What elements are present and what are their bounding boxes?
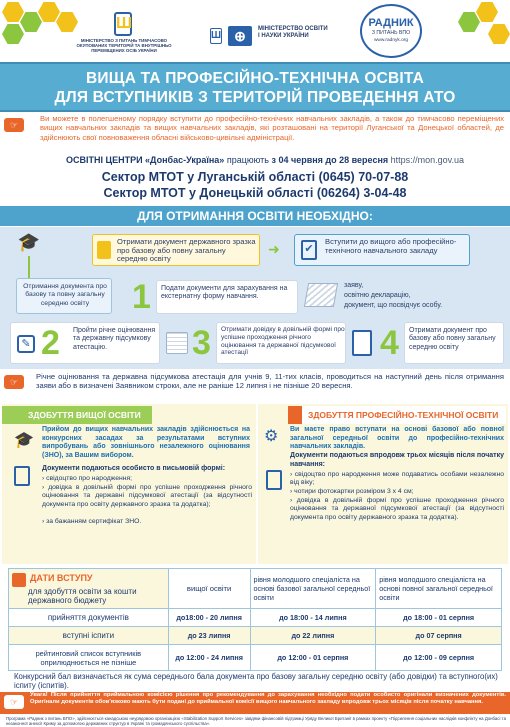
student-desk-icon: ✎ [17, 335, 35, 353]
table-header-row [9, 569, 502, 609]
higher-p2: Документи подаються особисто в письмовій формі: [42, 465, 226, 472]
left-label-text: Отримання документа про базову та повну загальну середню освіту [23, 283, 107, 307]
arrow-right-icon: ➜ [268, 241, 280, 257]
documents-stack-icon [304, 283, 338, 307]
higher-item1: › свідоцтво про народження; [42, 475, 133, 482]
table-cell: до 12:00 - 01 серпня [250, 645, 376, 671]
radnyk-title: РАДНИК [368, 17, 414, 29]
intro-text: Ви можете в полегшеному порядку вступити до професійно-технічних навчальних закладів, а також до тимчасово переміщених вищих навчальних закладів та вищих навчальних закладів, які розташовані на території Луганської та Донецької областей, де здійснюють свої повноваження обласні військово-цивільні адміністрації. [40, 114, 504, 142]
higher-item3: › за бажанням сертифікат ЗНО. [42, 518, 142, 525]
hexagon-decoration [2, 2, 24, 22]
vocational-p2: Документи подаються впродовж трьох місяців після початку навчання: [290, 452, 504, 468]
table-cell: до 12:00 - 24 липня [168, 645, 250, 671]
pen-paper-icon [166, 332, 188, 354]
vocational-item3: › довідка в довільній формі про успішне проходження річного оцінювання та державної підсумкової атестації (за відсутності документа про освіту державного зразка та додатка). [290, 497, 504, 521]
step-get-document-card [92, 234, 260, 266]
table-row [9, 627, 502, 645]
table-cell: до18:00 - 20 липня [168, 609, 250, 627]
gear-icon: ⚙ [264, 428, 279, 445]
contest-text: Конкурсний бал визначається як сума середнього бала документа про базову загальну середню освіту (або довідки) та вступного(их) іспиту (іспитів). [14, 672, 498, 691]
step2-card [10, 322, 160, 364]
table-header-cell [9, 569, 169, 609]
table-cell: до 23 липня [168, 627, 250, 645]
hexagon-decoration [20, 12, 42, 32]
mon-logo-icon: ⊕ [228, 26, 252, 46]
step-enter-card [294, 234, 470, 266]
calendar-icon [12, 573, 26, 587]
hexagon-decoration [38, 2, 60, 22]
hexagon-decoration [458, 12, 480, 32]
checklist-icon: ✔ [301, 240, 317, 260]
ukraine-trident-icon: Ш [114, 12, 132, 36]
needed-banner: ДЛЯ ОТРИМАННЯ ОСВІТИ НЕОБХІДНО: [0, 206, 510, 226]
education-centers-line [66, 155, 506, 165]
higher-item2: › довідка в довільній формі про успішне проходження річного оцінювання та державні підсумкової атестації (за відсутності документа про освіту державного зразка та додатка); [42, 484, 252, 508]
ukraine-trident-icon: Ш [210, 28, 222, 44]
table-cell: до 12:00 - 09 серпня [376, 645, 502, 671]
table-cell: до 22 липня [250, 627, 376, 645]
hexagon-decoration [2, 24, 24, 44]
row-label: рейтинговий список вступників оприлюднюється не пізніше [9, 645, 169, 671]
step3-card [216, 322, 346, 364]
higher-education-title: ЗДОБУТТЯ ВИЩОЇ ОСВІТИ [2, 406, 152, 424]
ministry-education-name: МІНІСТЕРСТВО ОСВІТИ І НАУКИ УКРАЇНИ [258, 26, 328, 39]
enter-text: Вступити до вищого або професійно-технічного навчального закладу [325, 237, 457, 255]
certificate-icon [97, 241, 111, 259]
hexagon-decoration [476, 2, 498, 22]
pointing-hand-icon: ☞ [4, 118, 24, 132]
document-icon [14, 466, 30, 486]
step-number-2: 2 [41, 324, 60, 362]
step-number-3: 3 [192, 324, 211, 362]
step1-text: Подати документи для зарахування на екстернатну форму навчання. [161, 285, 288, 301]
hexagon-decoration [56, 12, 78, 32]
pointing-hand-icon: ☞ [4, 375, 24, 389]
centers-work: працюють [224, 155, 272, 165]
row-label: прийняття документів [9, 609, 169, 627]
admission-dates-table [8, 568, 502, 671]
grad-cap-icon: 🎓 [17, 232, 41, 252]
centers-dates: з 04 червня до 28 вересня [271, 155, 389, 165]
page-title-line1: ВИЩА ТА ПРОФЕСІЙНО-ТЕХНІЧНА ОСВІТА [85, 70, 425, 87]
get-document-text: Отримати документ державного зразка про базову або повну загальну середню освіту [117, 237, 256, 264]
table-row [9, 609, 502, 627]
title-banner [0, 62, 510, 112]
step2-text: Пройти річне оцінювання та державну підсумкову атестацію. [73, 327, 156, 351]
radnyk-subtitle: З ПИТАНЬ ВПО [371, 30, 411, 36]
col-higher-header: вищої освіти [168, 569, 250, 609]
document-icon [266, 470, 282, 490]
table-cell: до 07 серпня [376, 627, 502, 645]
col-junior-basic-header: рівня молодшого спеціаліста на основі базової загальної середньої освіти [250, 569, 376, 609]
higher-p1: Прийом до вищих навчальних закладів здійснюється на конкурсних засадах за результатами вступних випробувань або зовнішнього незалежного оцінювання (ЗНО), за Вашим вибором. [42, 426, 250, 459]
sector-luhansk: Сектор МТОТ у Луганській області (0645) 70-07-88 [101, 170, 409, 184]
table-cell: до 18:00 - 01 серпня [376, 609, 502, 627]
col-junior-full-header: рівня молодшого спеціаліста на основі повної загальної середньої освіти [376, 569, 502, 609]
step4-card [404, 322, 504, 364]
step1-card [156, 280, 298, 314]
row-label: вступні іспити [9, 627, 169, 645]
diploma-icon [352, 330, 372, 356]
step1-list: заяву, освітню декларацію, документ, що посвідчує особу. [344, 282, 443, 309]
sector-donetsk: Сектор МТОТ у Донецькій області (06264) 3-04-48 [103, 186, 407, 200]
left-label-card [16, 278, 112, 314]
pointing-hand-icon: ☞ [4, 695, 24, 709]
hexagon-decoration [488, 24, 510, 44]
step-number-4: 4 [380, 324, 399, 362]
step-number-1: 1 [132, 278, 151, 316]
radnyk-url: www.radnyk.org [373, 38, 409, 43]
centers-name: ОСВІТНІ ЦЕНТРИ «Донбас-Україна» [66, 155, 225, 165]
table-title: ДАТИ ВСТУПУ [30, 572, 93, 583]
step3-text: Отримати довідку в довільній формі про успішне проходження річного оцінювання та державної підсумкової атестації [221, 326, 345, 357]
centers-url[interactable]: https://mon.gov.ua [388, 155, 465, 165]
attestation-text: Річне оцінювання та державна підсумкова атестація для учнів 9, 11-тих класів, проводиться на наступний день після отримання заяви або в визначені Заявником строки, але не раніше 12 липня і не пізніше 20 вересня. [36, 372, 504, 391]
footer-text: Програма «Радник з питань ВПО», здійснюється канадською неурядовою організацією «Stabilization Support Services» завдяки фінансовій підтримці Уряду Великої Британії в рамках проекту «Підсилення соціальних наслідків конфлікту на Донбасі та незаконної анексії Криму за допомогою державних структур в Україні та громадянського суспільства». [6, 716, 506, 727]
page-title-line2: ДЛЯ ВСТУПНИКІВ З ТЕРИТОРІЙ ПРОВЕДЕННЯ АТО [54, 89, 456, 106]
table-subtitle: для здобуття освіти за кошти державного бюджету [28, 586, 137, 605]
vocational-p1: Ви маєте право вступати на основі базової або повної загальної середньої освіти до професійно-технічних навчальних закладів. [290, 426, 504, 451]
vocational-item1: › свідоцтво про народження може подаватись особами незалежно від віку; [290, 471, 504, 487]
vocational-item2: › чотири фотокартки розміром 3 х 4 см; [290, 488, 414, 495]
warning-text: Увага! Після прийняття приймальною комісією рішення про рекомендування до зарахування необхідно подати особисто оригінали визначених документів. Оригінали документів обов'язково мають бути подані до приймальної комісії вищого навчального закладу впродовж трьох місяців після початку навчання. [30, 692, 506, 706]
table-row [9, 645, 502, 671]
step4-text: Отримати документ про базову або повну загальну середню освіту [409, 327, 496, 351]
ministry-reintegration-name: МІНІСТЕРСТВО З ПИТАНЬ ТИМЧАСОВО ОКУПОВАНИХ ТЕРИТОРІЙ ТА ВНУТРІШНЬО ПЕРЕМІЩЕНИХ ОСІБ УКРАЇНИ [76, 38, 172, 54]
grad-cap-icon: 🎓 [14, 432, 34, 449]
vocational-title: ЗДОБУТТЯ ПРОФЕСІЙНО-ТЕХНІЧНОЇ ОСВІТИ [288, 406, 506, 424]
table-cell: до 18:00 - 14 липня [250, 609, 376, 627]
